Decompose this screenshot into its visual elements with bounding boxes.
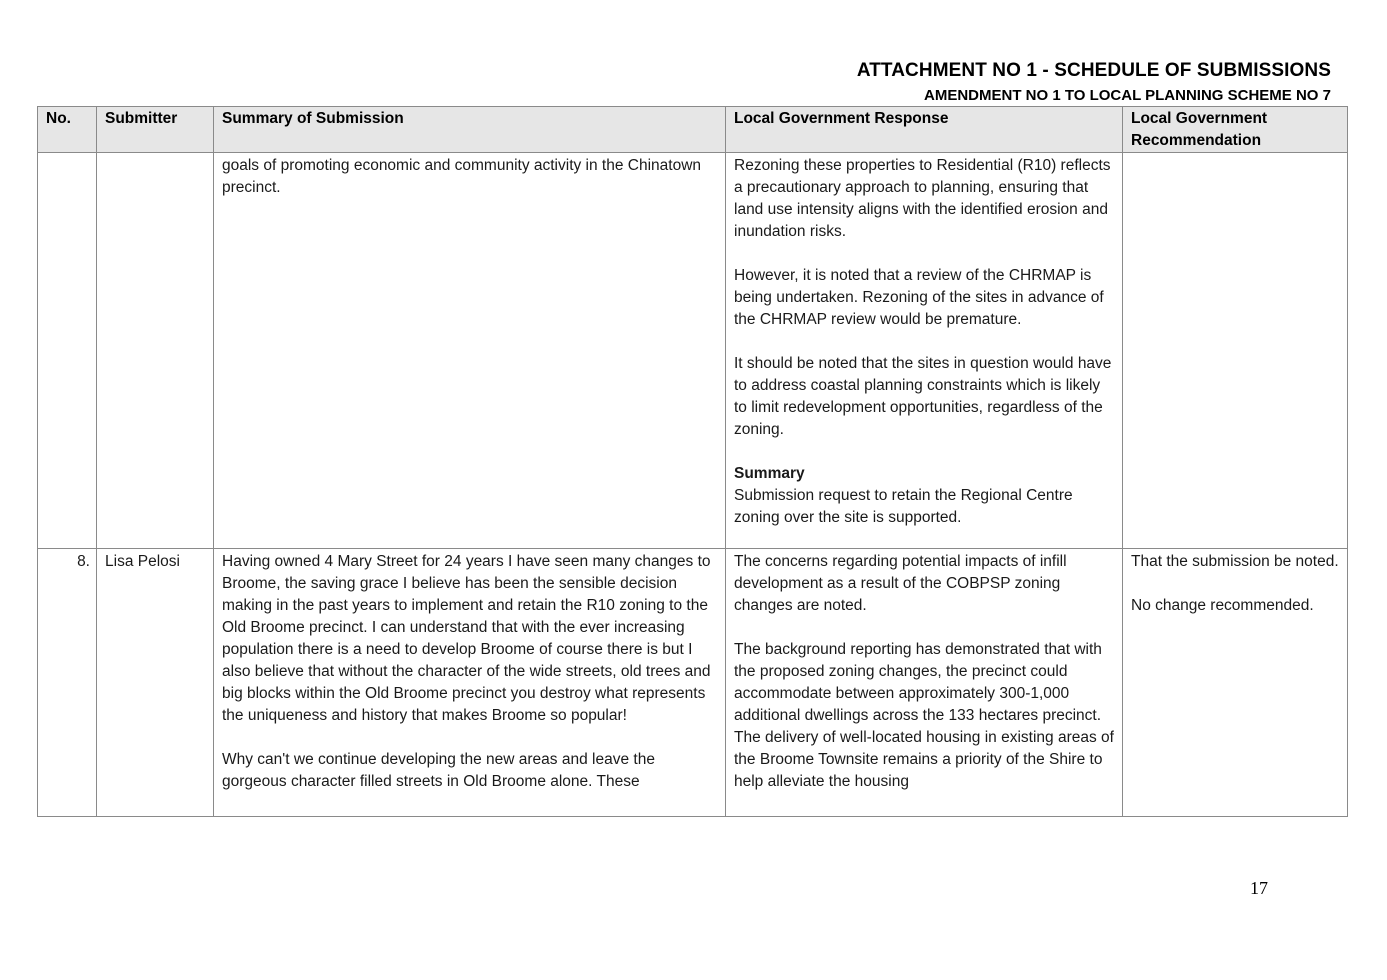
column-header-summary: Summary of Submission [214,107,726,153]
column-header-recommendation: Local Government Recommendation [1123,107,1348,153]
row2-summary [214,549,726,817]
row2-number: 8. [38,549,97,817]
row1-submitter [97,153,214,549]
attachment-title: ATTACHMENT NO 1 - SCHEDULE OF SUBMISSIONS [856,60,1331,81]
row2-summary-paragraph: Having owned 4 Mary Street for 24 years I have seen many changes to Broome, the saving grace I believe has been the sensible decision making in the past years to implement and retain the R10 zoning to the Old Broome precinct. I can understand that with the ever increasing population there is a need to develop Broome of course there is but I also believe that without the character of the wide streets, old trees and big blocks within the Old Broome precinct you destroy what represents the uniqueness and history that makes Broome so popular! [222,553,711,724]
row1-response-summary-text: Submission request to retain the Regional Centre zoning over the site is supported. [734,487,1073,526]
row1-summary-paragraph: goals of promoting economic and community activity in the Chinatown precinct. [222,157,702,196]
row2-response-paragraph: The background reporting has demonstrated that with the proposed zoning changes, the precinct could accommodate between approximately 300-1,000 additional dwellings across the 133 hectares precinct. The delivery of well-located housing in existing areas of the Broome Townsite remains a priority of the Shire to help alleviate the housing [734,641,1114,790]
column-header-no: No. [38,107,97,153]
page-number: 17 [1250,878,1268,898]
column-header-response: Local Government Response [726,107,1123,153]
row1-response-paragraph: It should be noted that the sites in question would have to address coastal planning constraints which is likely to limit redevelopment opportunities, regardless of the zoning. [734,355,1112,438]
column-header-submitter: Submitter [97,107,214,153]
row1-response-paragraph: Rezoning these properties to Residential (R10) reflects a precautionary approach to planning, ensuring that land use intensity aligns with the identified erosion and inundation risks. [734,157,1111,240]
row1-response-paragraph: However, it is noted that a review of the CHRMAP is being undertaken. Rezoning of the sites in advance of the CHRMAP review would be premature. [734,267,1104,328]
amendment-subtitle: AMENDMENT NO 1 TO LOCAL PLANNING SCHEME NO 7 [924,87,1331,104]
row2-recommendation-paragraph: That the submission be noted. [1131,553,1339,570]
row1-response [726,153,1123,549]
row1-recommendation [1123,153,1348,549]
row2-submitter: Lisa Pelosi [97,549,214,817]
row1-summary [214,153,726,549]
row1-number [38,153,97,549]
table-row [38,549,1348,817]
row2-response-paragraph: The concerns regarding potential impacts of infill development as a result of the COBPSP zoning changes are noted. [734,553,1067,614]
row2-summary-paragraph: Why can't we continue developing the new areas and leave the gorgeous character filled streets in Old Broome alone. These [222,751,655,790]
row2-response [726,549,1123,817]
submissions-table [37,106,1348,817]
table-header-row [38,107,1348,153]
row2-recommendation [1123,549,1348,817]
row1-response-summary-heading: Summary [734,465,805,482]
row2-recommendation-paragraph: No change recommended. [1131,597,1314,614]
table-row [38,153,1348,549]
